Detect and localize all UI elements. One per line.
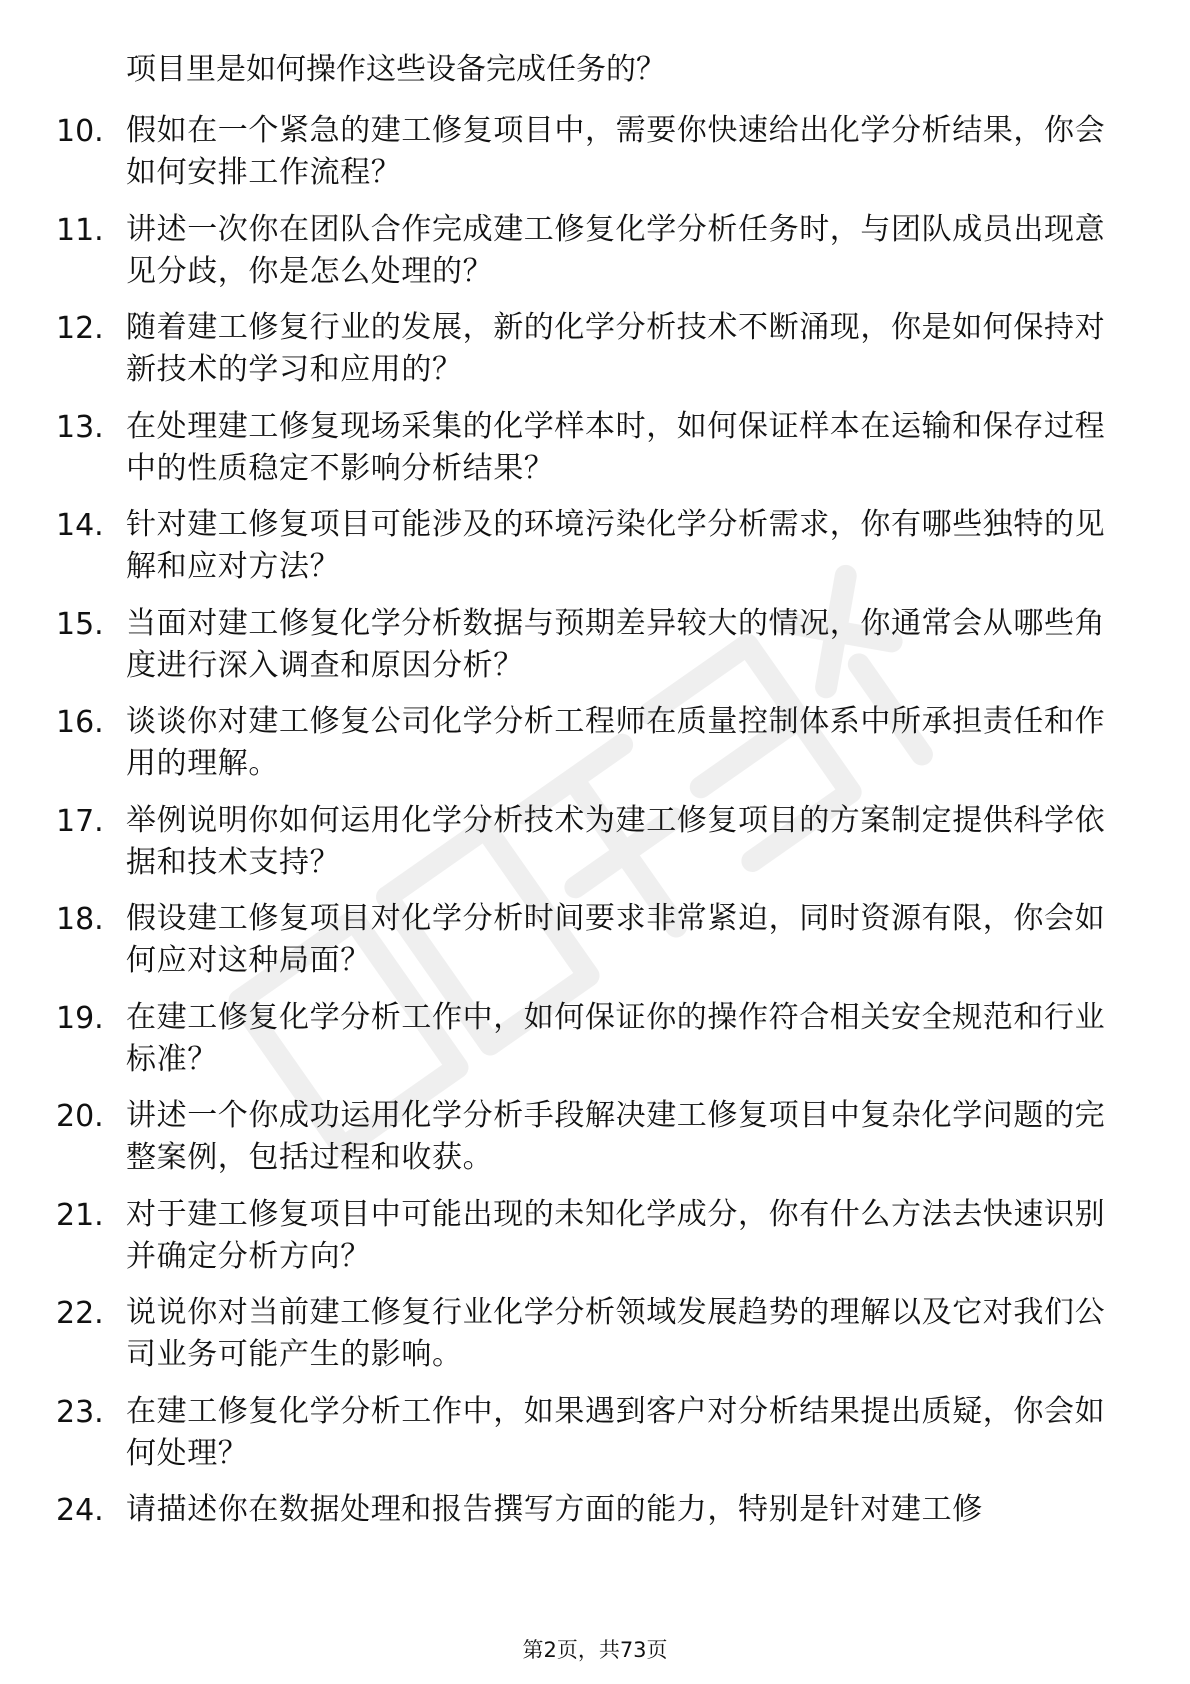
question-item <box>0 209 1190 308</box>
question-item <box>0 307 1190 406</box>
question-item <box>0 1292 1190 1391</box>
question-text: 对于建工修复项目中可能出现的未知化学成分，你有什么方法去快速识别并确定分析方向？ <box>126 1196 1106 1274</box>
question-number: 10. <box>56 114 104 149</box>
question-item <box>0 1095 1190 1194</box>
question-item <box>0 701 1190 800</box>
question-list <box>0 110 1190 1588</box>
question-text: 请描述你在数据处理和报告撰写方面的能力，特别是针对建工修 <box>126 1492 983 1527</box>
question-number: 15. <box>56 606 104 642</box>
question-text: 在建工修复化学分析工作中，如果遇到客户对分析结果提出质疑，你会如何处理？ <box>126 1393 1106 1471</box>
question-number: 23. <box>56 1394 104 1430</box>
question-text: 随着建工修复行业的发展，新的化学分析技术不断涌现，你是如何保持对新技术的学习和应用的？ <box>126 310 1106 387</box>
question-text: 在建工修复化学分析工作中，如何保证你的操作符合相关安全规范和行业标准？ <box>126 999 1106 1077</box>
question-item <box>0 997 1190 1096</box>
question-number: 11. <box>56 212 104 248</box>
question-item <box>0 1194 1190 1293</box>
question-text: 假如在一个紧急的建工修复项目中，需要你快速给出化学分析结果，你会如何安排工作流程？ <box>126 113 1106 190</box>
question-text: 说说你对当前建工修复行业化学分析领域发展趋势的理解以及它对我们公司业务可能产生的影响。 <box>126 1295 1106 1372</box>
question-number: 14. <box>56 508 104 543</box>
question-number: 13. <box>56 409 104 445</box>
question-number: 22. <box>56 1296 104 1331</box>
question-text: 举例说明你如何运用化学分析技术为建工修复项目的方案制定提供科学依据和技术支持？ <box>126 802 1106 880</box>
continued-question-text: 项目里是如何操作这些设备完成任务的？ <box>126 52 666 87</box>
question-number: 19. <box>56 1000 104 1036</box>
question-item <box>0 898 1190 997</box>
question-item <box>0 603 1190 702</box>
question-item <box>0 406 1190 505</box>
question-item <box>0 1489 1190 1588</box>
question-number: 21. <box>56 1197 104 1233</box>
question-text: 在处理建工修复现场采集的化学样本时，如何保证样本在运输和保存过程中的性质稳定不影响分析结果？ <box>126 408 1106 486</box>
question-text: 讲述一次你在团队合作完成建工修复化学分析任务时，与团队成员出现意见分歧，你是怎么处理的？ <box>126 211 1106 289</box>
question-number: 18. <box>56 902 104 937</box>
question-item <box>0 800 1190 899</box>
question-item <box>0 110 1190 209</box>
question-number: 24. <box>56 1493 104 1528</box>
question-number: 16. <box>56 705 104 740</box>
question-number: 20. <box>56 1099 104 1134</box>
page-footer: 第2页，共73页 <box>522 1638 668 1662</box>
question-text: 谈谈你对建工修复公司化学分析工程师在质量控制体系中所承担责任和作用的理解。 <box>126 704 1106 781</box>
question-number: 17. <box>56 803 104 839</box>
question-text: 讲述一个你成功运用化学分析手段解决建工修复项目中复杂化学问题的完整案例，包括过程和收获。 <box>126 1098 1106 1175</box>
question-item <box>0 504 1190 603</box>
question-number: 12. <box>56 311 104 346</box>
question-text: 针对建工修复项目可能涉及的环境污染化学分析需求，你有哪些独特的见解和应对方法？ <box>126 507 1106 584</box>
question-text: 假设建工修复项目对化学分析时间要求非常紧迫，同时资源有限，你会如何应对这种局面？ <box>126 901 1106 978</box>
question-text: 当面对建工修复化学分析数据与预期差异较大的情况，你通常会从哪些角度进行深入调查和原因分析？ <box>126 605 1106 683</box>
question-item <box>0 1391 1190 1490</box>
